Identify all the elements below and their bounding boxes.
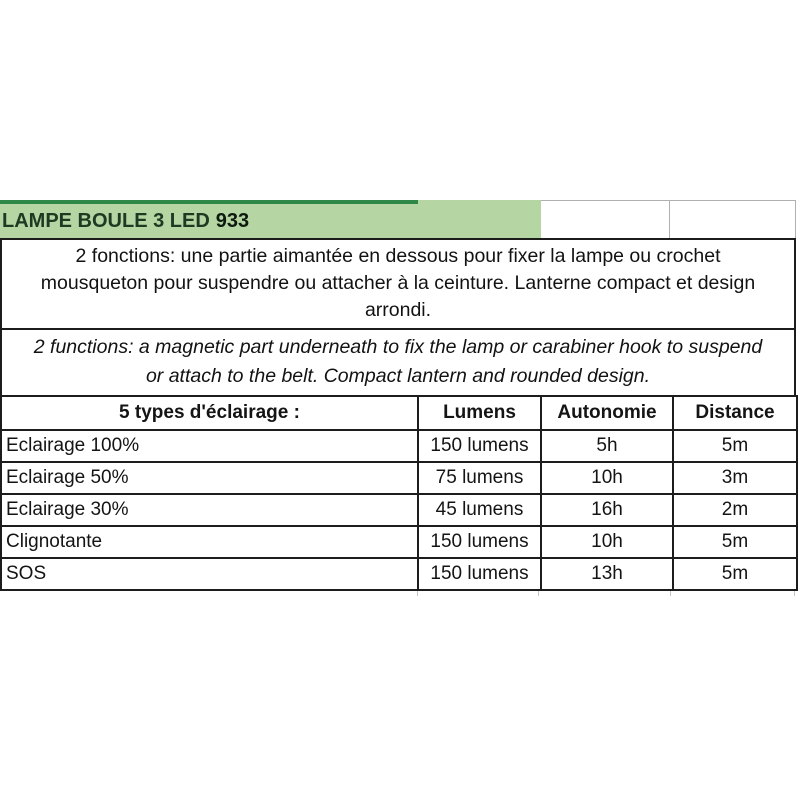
cell-distance: 5m bbox=[673, 526, 797, 558]
cell-mode: Eclairage 30% bbox=[1, 494, 418, 526]
cell-distance: 5m bbox=[673, 558, 797, 590]
table-row bbox=[1, 462, 797, 494]
gridline-stub bbox=[538, 591, 539, 596]
cell-lumens: 150 lumens bbox=[418, 558, 541, 590]
table-row bbox=[1, 558, 797, 590]
cell-distance: 5m bbox=[673, 430, 797, 462]
cell-mode: SOS bbox=[1, 558, 418, 590]
cell-autonomie: 5h bbox=[541, 430, 673, 462]
cell-distance: 2m bbox=[673, 494, 797, 526]
table-header-row bbox=[1, 396, 797, 430]
cell-distance: 3m bbox=[673, 462, 797, 494]
empty-grid-cell bbox=[541, 200, 670, 238]
empty-grid-cell bbox=[670, 200, 796, 238]
table-row bbox=[1, 430, 797, 462]
lighting-spec-table bbox=[0, 395, 798, 591]
gridline-stub bbox=[670, 591, 671, 596]
gridline-stub bbox=[794, 591, 795, 596]
header-lighting-types: 5 types d'éclairage : bbox=[1, 396, 418, 430]
gridline-stubs bbox=[0, 591, 796, 597]
header-autonomie: Autonomie bbox=[541, 396, 673, 430]
product-number: 933 bbox=[215, 209, 250, 232]
cell-mode: Eclairage 50% bbox=[1, 462, 418, 494]
cell-mode: Clignotante bbox=[1, 526, 418, 558]
description-french: 2 fonctions: une partie aimantée en dessous pour fixer la lampe ou crochet mousqueton pour suspendre ou attacher à la ceinture. Lanterne compact et design arrondi. bbox=[0, 238, 796, 330]
product-sheet bbox=[0, 200, 796, 597]
cell-autonomie: 16h bbox=[541, 494, 673, 526]
cell-autonomie: 13h bbox=[541, 558, 673, 590]
product-title: LAMPE BOULE 3 LED bbox=[2, 209, 210, 232]
cell-lumens: 150 lumens bbox=[418, 430, 541, 462]
header-lumens: Lumens bbox=[418, 396, 541, 430]
cell-mode: Eclairage 100% bbox=[1, 430, 418, 462]
cell-lumens: 75 lumens bbox=[418, 462, 541, 494]
cell-lumens: 45 lumens bbox=[418, 494, 541, 526]
table-row bbox=[1, 526, 797, 558]
title-row bbox=[0, 200, 796, 238]
header-distance: Distance bbox=[673, 396, 797, 430]
product-title-cell bbox=[0, 200, 541, 238]
cell-lumens: 150 lumens bbox=[418, 526, 541, 558]
gridline-stub bbox=[417, 591, 418, 596]
description-english: 2 functions: a magnetic part underneath to fix the lamp or carabiner hook to suspend or attach to the belt. Compact lantern and rounded design. bbox=[0, 328, 796, 397]
table-row bbox=[1, 494, 797, 526]
cell-autonomie: 10h bbox=[541, 526, 673, 558]
cell-autonomie: 10h bbox=[541, 462, 673, 494]
green-accent-bar bbox=[0, 200, 418, 204]
